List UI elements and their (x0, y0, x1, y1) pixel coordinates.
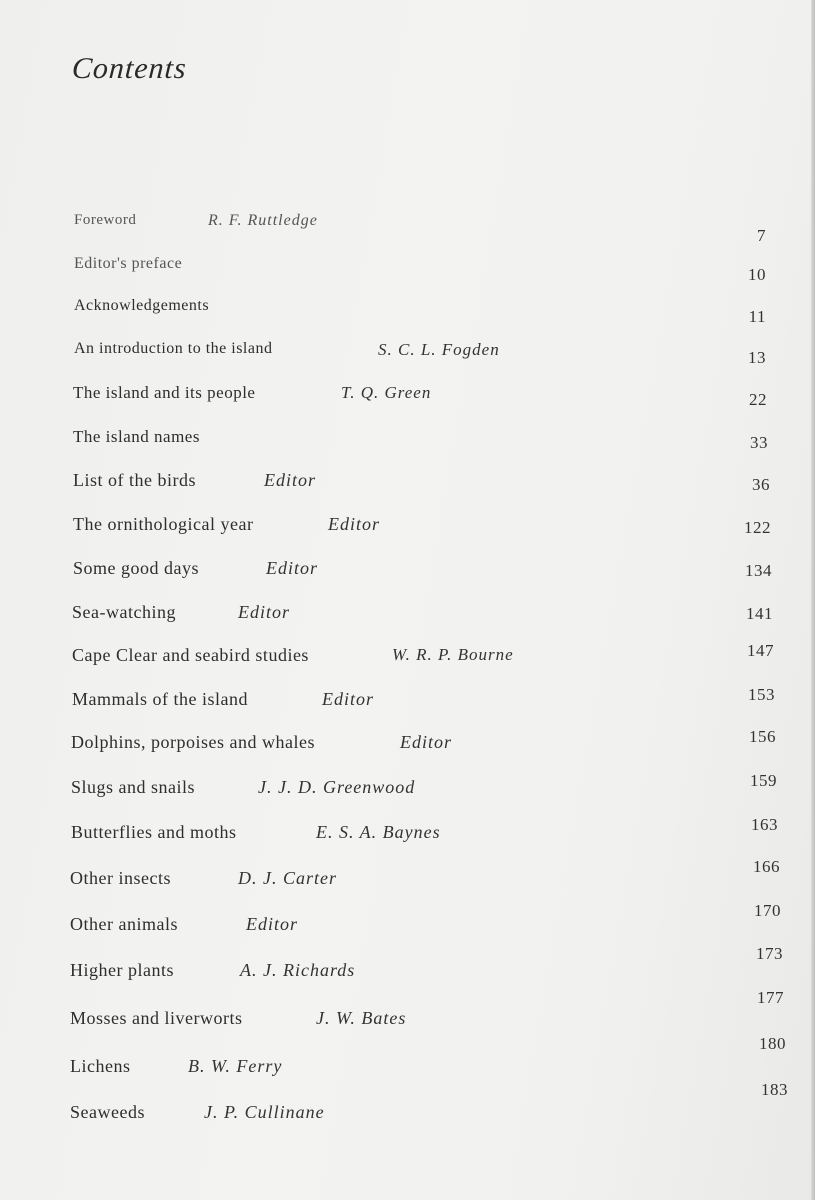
entry-page-number: 163 (751, 815, 778, 834)
entry-title: Other insects (70, 868, 171, 888)
entry-author: W. R. P. Bourne (392, 645, 514, 664)
toc-entry (0, 857, 815, 898)
entry-page-number: 156 (749, 727, 776, 746)
toc-entry (0, 727, 815, 762)
entry-page-number: 36 (752, 475, 770, 494)
entry-title: Higher plants (70, 960, 174, 980)
entry-title: Mosses and liverworts (70, 1008, 243, 1028)
toc-entry (0, 815, 815, 852)
entry-title: Butterflies and moths (71, 822, 237, 842)
entry-title: Dolphins, porpoises and whales (71, 732, 315, 752)
entry-author: T. Q. Green (341, 383, 432, 402)
entry-title: Lichens (70, 1056, 131, 1076)
toc-entry (0, 427, 815, 457)
toc-entry (0, 1034, 815, 1086)
toc-entry (0, 470, 815, 500)
entry-author: J. P. Cullinane (204, 1102, 325, 1122)
entry-title: Acknowledgements (74, 297, 210, 314)
entry-page-number: 170 (754, 901, 781, 920)
entry-author: Editor (328, 514, 381, 534)
entry-page-number: 141 (746, 604, 773, 623)
entry-page-number: 147 (747, 641, 774, 660)
toc-entry (0, 383, 815, 413)
entry-page-number: 134 (745, 561, 772, 580)
toc-entry (0, 297, 815, 327)
toc-entry (0, 514, 815, 544)
entry-title: An introduction to the island (74, 340, 273, 357)
entry-author: Editor (322, 689, 375, 709)
entry-author: Editor (266, 558, 319, 578)
entry-page-number: 13 (748, 348, 766, 367)
toc-entry (0, 602, 815, 632)
entry-title: Sea-watching (72, 602, 176, 622)
entry-title: Editor's preface (74, 255, 183, 272)
entry-title: Other animals (70, 914, 178, 934)
entry-author: S. C. L. Fogden (378, 340, 500, 359)
toc-entry (0, 255, 815, 285)
entry-author: A. J. Richards (240, 960, 356, 980)
entry-author: J. W. Bates (316, 1008, 407, 1028)
toc-entry (0, 988, 815, 1038)
entry-page-number: 180 (759, 1034, 786, 1053)
entry-title: List of the birds (73, 470, 196, 490)
entry-page-number: 11 (748, 307, 766, 326)
entry-author: B. W. Ferry (188, 1056, 283, 1076)
entry-page-number: 22 (749, 390, 767, 409)
page-title: Contents (70, 52, 188, 85)
entry-title: Some good days (73, 558, 199, 578)
entry-title: Cape Clear and seabird studies (72, 645, 309, 665)
entry-page-number: 177 (757, 988, 784, 1007)
entry-title: The island names (73, 427, 200, 446)
entry-page-number: 7 (757, 226, 766, 245)
entry-author: Editor (264, 470, 317, 490)
entry-author: Editor (246, 914, 299, 934)
entry-page-number: 153 (748, 685, 775, 704)
entry-title: Foreword (74, 212, 137, 228)
entry-page-number: 173 (756, 944, 783, 963)
entry-author: Editor (238, 602, 291, 622)
entry-title: The ornithological year (73, 514, 254, 534)
entry-title: Seaweeds (70, 1102, 145, 1122)
entry-author: D. J. Carter (238, 868, 337, 888)
entry-author: E. S. A. Baynes (316, 822, 441, 842)
toc-entry (0, 641, 815, 675)
entry-author: R. F. Ruttledge (208, 212, 318, 229)
entry-author: J. J. D. Greenwood (258, 777, 416, 797)
toc-entry (0, 340, 815, 370)
toc-entry (0, 558, 815, 588)
entry-page-number: 33 (750, 433, 768, 452)
entry-page-number: 183 (761, 1080, 788, 1099)
entry-title: The island and its people (73, 383, 256, 402)
entry-page-number: 122 (744, 518, 771, 537)
entry-page-number: 166 (753, 857, 780, 876)
toc-entry (0, 1080, 815, 1132)
entry-title: Slugs and snails (71, 777, 196, 797)
entry-page-number: 159 (750, 771, 777, 790)
toc-entry (0, 212, 815, 245)
entry-author: Editor (400, 732, 453, 752)
toc-entry (0, 685, 815, 719)
toc-entry (0, 944, 815, 990)
entry-title: Mammals of the island (72, 689, 248, 709)
toc-entry (0, 771, 815, 807)
toc-entry (0, 901, 815, 944)
entry-page-number: 10 (748, 265, 766, 284)
